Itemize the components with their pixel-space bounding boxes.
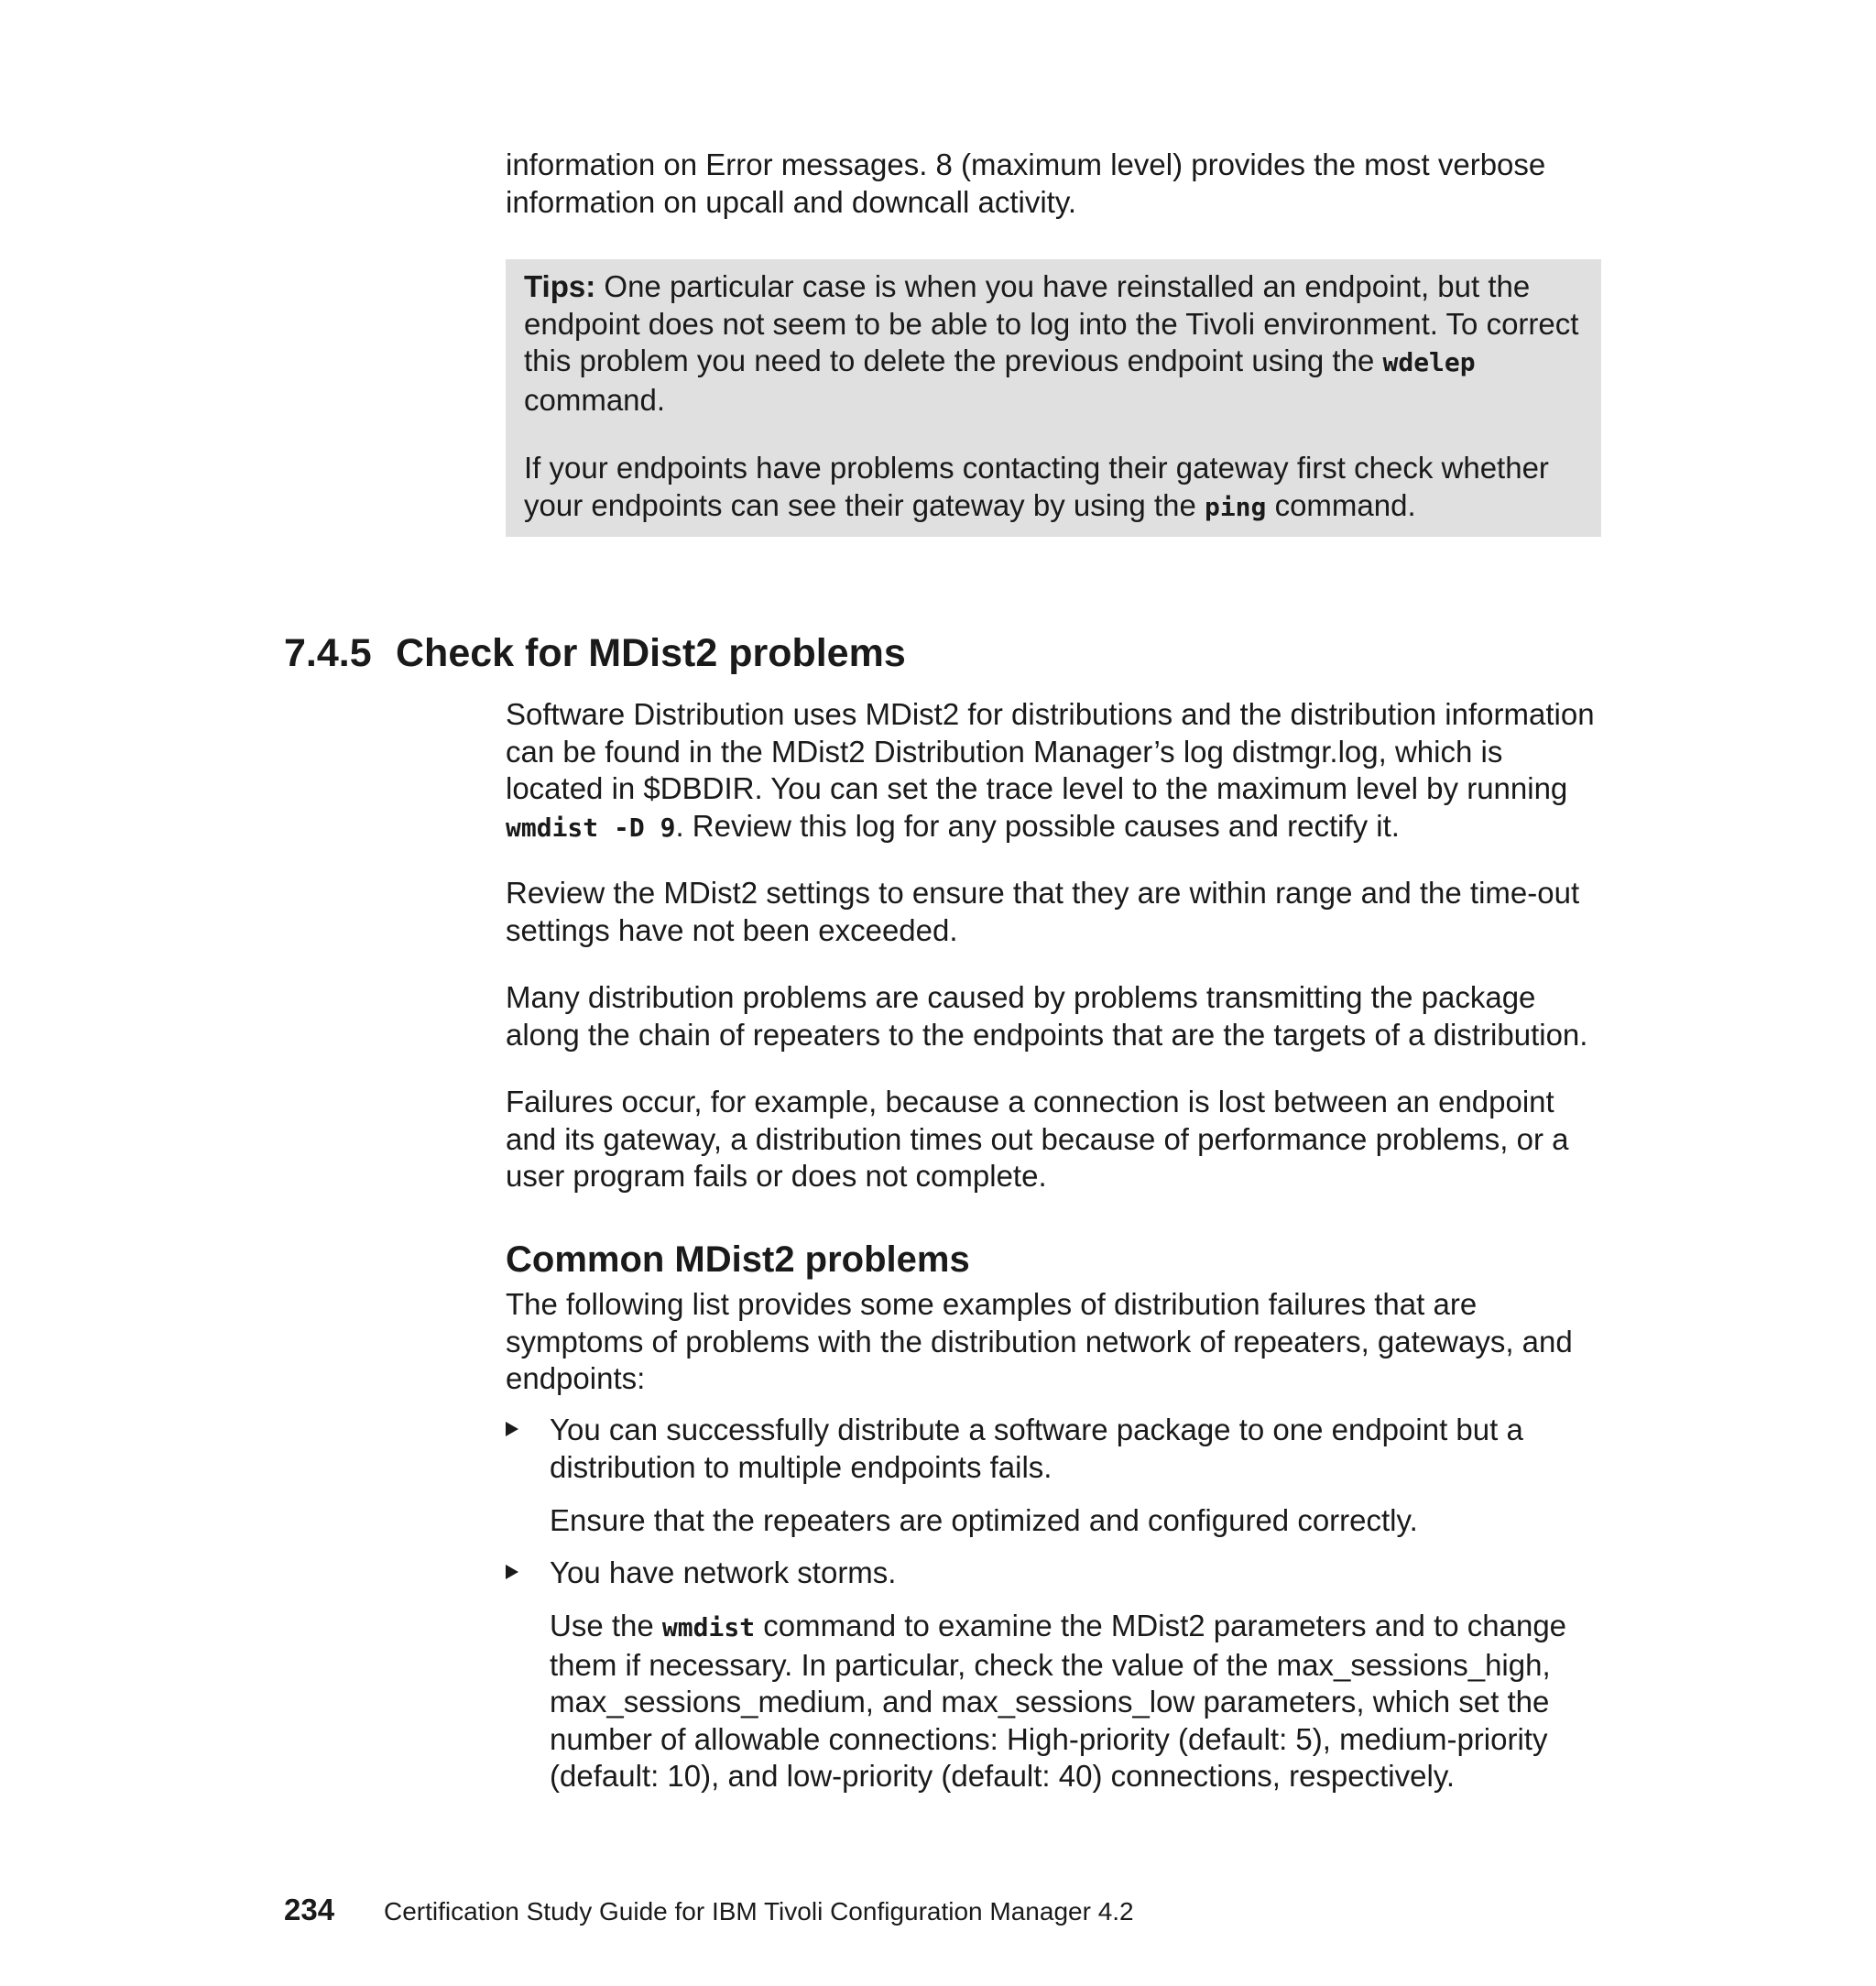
tips-text-2b: command. — [1266, 487, 1416, 522]
tips-text-2a: If your endpoints have problems contacting their gateway first check whether your endpoints can see their gateway by using the — [524, 451, 1549, 522]
bullet-2-detail-b: command to examine the MDist2 parameters and to change them if necessary. In particular, check the value of the max_sessions_high, max_sessions_medium, and max_sessions_low parameters, which set the number of allowable connections: High-priority (default: 5), medium-priority (default: 10), and low-priority (default: 40) connections, respectively. — [550, 1609, 1567, 1793]
bullet-arrow-icon — [506, 1422, 518, 1436]
wmdist-command: wmdist — [661, 1612, 756, 1642]
wmdist-trace-command: wmdist -D 9 — [506, 812, 676, 843]
section-paragraph-4: Failures occur, for example, because a connection is lost between an endpoint and its gateway, a distribution times out because of performance problems, or a user program fails or does not complete. — [506, 1085, 1569, 1193]
bullet-2-detail — [550, 1608, 1612, 1795]
bullet-1-detail: Ensure that the repeaters are optimized and configured correctly. — [550, 1503, 1418, 1537]
section-title-text: Check for MDist2 problems — [396, 631, 906, 675]
bullet-2-detail-a: Use the — [550, 1609, 662, 1642]
tips-box — [506, 259, 1601, 537]
bullet-2-text: You have network storms. — [550, 1555, 897, 1589]
tips-text-1b: command. — [524, 382, 666, 417]
section-paragraph-1 — [506, 696, 1605, 846]
section-paragraph-3: Many distribution problems are caused by problems transmitting the package along the chain of repeaters to the endpoints that are the targets of a distribution. — [506, 980, 1588, 1052]
tips-paragraph-1 — [524, 268, 1601, 419]
page-number: 234 — [284, 1893, 335, 1926]
section-p1-text-a: Software Distribution uses MDist2 for distributions and the distribution information can be found in the MDist2 Distribution Manager’s log distmgr.log, which is located in $DBDIR. You can set the trace level to the maximum level by running — [506, 697, 1595, 805]
ping-command: ping — [1204, 491, 1267, 522]
tips-text-1a: One particular case is when you have reinstalled an endpoint, but the endpoint does not seem to be able to log into the Tivoli environment. To correct this problem you need to delete the previous endpoint using the — [524, 269, 1579, 377]
subsection-intro: The following list provides some examples of distribution failures that are symptoms of problems with the distribution network of repeaters, gateways, and endpoints: — [506, 1287, 1573, 1395]
subsection-heading: Common MDist2 problems — [506, 1239, 970, 1280]
wdelep-command: wdelep — [1382, 347, 1476, 377]
tips-paragraph-2 — [524, 450, 1601, 526]
section-p1-text-b: . Review this log for any possible causes and rectify it. — [675, 808, 1400, 843]
section-paragraph-2: Review the MDist2 settings to ensure that they are within range and the time-out settings have not been exceeded. — [506, 876, 1580, 947]
section-heading — [284, 630, 906, 676]
bullet-1-text: You can successfully distribute a software package to one endpoint but a distribution to multiple endpoints fails. — [550, 1413, 1523, 1484]
section-number: 7.4.5 — [284, 631, 372, 675]
intro-paragraph: information on Error messages. 8 (maximum level) provides the most verbose information on upcall and downcall activity. — [506, 147, 1546, 219]
tips-label: Tips: — [524, 269, 596, 303]
book-title: Certification Study Guide for IBM Tivoli Configuration Manager 4.2 — [384, 1897, 1134, 1926]
bullet-arrow-icon — [506, 1565, 518, 1579]
